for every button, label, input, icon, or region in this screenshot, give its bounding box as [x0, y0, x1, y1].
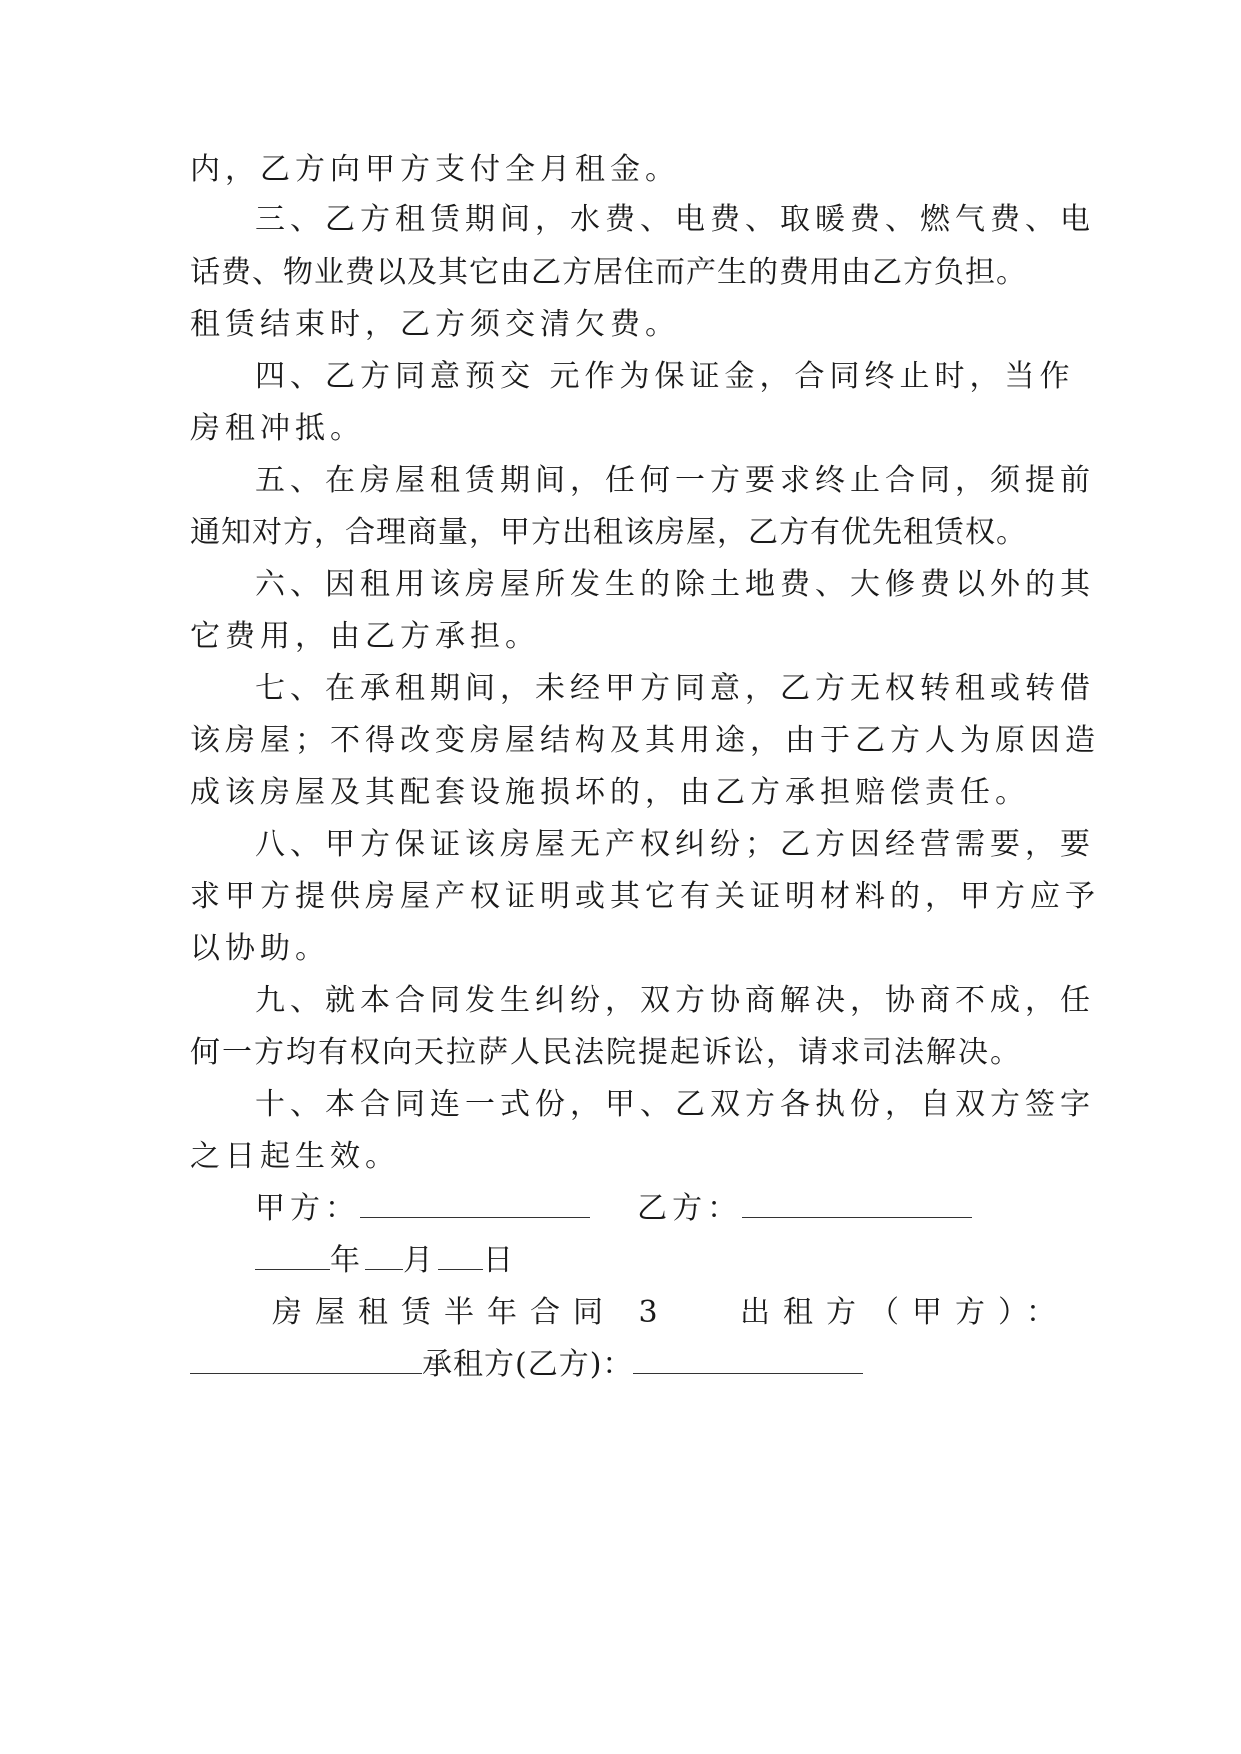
- clause-8: 八、甲方保证该房屋无产权纠纷；乙方因经营需要，要: [255, 827, 1095, 862]
- body-line: 房租冲抵。: [190, 411, 365, 446]
- year-label: 年: [330, 1243, 365, 1278]
- next-contract-title: 房屋租赁半年合同 3: [272, 1295, 671, 1330]
- day-blank[interactable]: [438, 1241, 483, 1270]
- body-line: 它费用，由乙方承担。: [190, 619, 540, 654]
- lessee-label: 承租方(乙方)：: [422, 1347, 634, 1382]
- year-blank[interactable]: [255, 1241, 330, 1270]
- clause-9: 九、就本合同发生纠纷，双方协商解决，协商不成，任: [255, 983, 1095, 1018]
- body-line: 以协助。: [190, 931, 330, 966]
- party-a-label: 甲方：: [255, 1191, 360, 1226]
- party-a-blank[interactable]: [360, 1189, 590, 1218]
- clause-5: 五、在房屋租赁期间，任何一方要求终止合同，须提前: [255, 463, 1095, 498]
- clause-3: 三、乙方租赁期间，水费、电费、取暖费、燃气费、电: [255, 202, 1095, 237]
- day-label: 日: [483, 1243, 518, 1278]
- date-line: [255, 1241, 518, 1281]
- body-line: 求甲方提供房屋产权证明或其它有关证明材料的，甲方应予: [190, 879, 1100, 914]
- party-b-label: 乙方：: [637, 1191, 743, 1226]
- body-line: 成该房屋及其配套设施损坏的，由乙方承担赔偿责任。: [190, 775, 1030, 810]
- party-b-blank[interactable]: [742, 1189, 972, 1218]
- body-line: 话费、物业费以及其它由乙方居住而产生的费用由乙方负担。: [190, 255, 1027, 290]
- body-line: 之日起生效。: [190, 1139, 400, 1174]
- month-label: 月: [403, 1243, 438, 1278]
- lessee-line: [190, 1345, 863, 1385]
- body-line: 何一方均有权向天拉萨人民法院提起诉讼，请求司法解决。: [190, 1035, 1022, 1070]
- lessor-label: 出租方（甲方）：: [740, 1295, 1069, 1330]
- body-line: 租赁结束时，乙方须交清欠费。: [190, 307, 680, 342]
- clause-6: 六、因租用该房屋所发生的除土地费、大修费以外的其: [255, 567, 1095, 602]
- body-line: 通知对方，合理商量，甲方出租该房屋，乙方有优先租赁权。: [190, 515, 1027, 550]
- lessee-blank[interactable]: [633, 1345, 863, 1374]
- body-line: 内，乙方向甲方支付全月租金。: [190, 152, 680, 187]
- body-line: 该房屋；不得改变房屋结构及其用途，由于乙方人为原因造: [190, 723, 1100, 758]
- month-blank[interactable]: [365, 1241, 403, 1270]
- lessor-blank[interactable]: [190, 1345, 422, 1374]
- signature-line: [255, 1189, 972, 1229]
- clause-7: 七、在承租期间，未经甲方同意，乙方无权转租或转借: [255, 671, 1095, 706]
- clause-10: 十、本合同连一式份，甲、乙双方各执份，自双方签字: [255, 1087, 1095, 1122]
- clause-4: 四、乙方同意预交 元作为保证金，合同终止时，当作: [255, 359, 1075, 394]
